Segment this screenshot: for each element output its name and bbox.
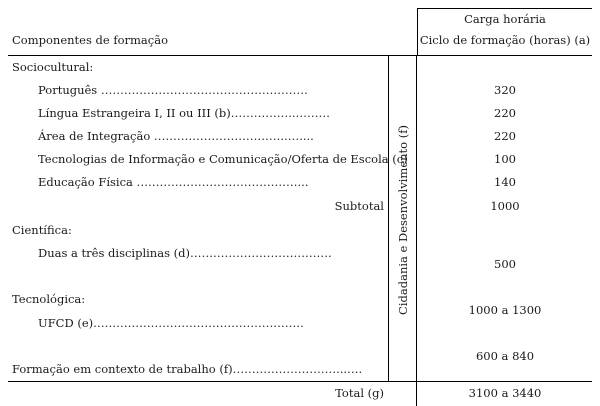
header-bottom-rule — [8, 55, 592, 56]
row-label-lingua-estrangeira: Língua Estrangeira I, II ou III (b)……………..……… — [38, 106, 331, 120]
ciclo-formacao-header: Ciclo de formação (horas) (a) — [419, 33, 591, 47]
row-label-tic: Tecnologias de Informação e Comunicação/Oferta de Escola (c) — [38, 152, 408, 166]
total-value: 3100 a 3440 — [468, 386, 542, 400]
section-title-sociocultural: Sociocultural: — [12, 60, 94, 74]
cidadania-vertical-label: Cidadania e Desenvolvimento (f) — [396, 125, 410, 315]
row-value-area-integracao: 220 — [494, 129, 516, 143]
row-label-disciplinas: Duas a três disciplinas (d)………………………………. — [38, 246, 332, 260]
subtotal-label: Subtotal — [334, 199, 384, 213]
vertical-column-left-rule — [388, 56, 389, 381]
row-value-lingua-estrangeira: 220 — [494, 106, 516, 120]
vertical-column-right-rule — [416, 56, 417, 406]
subtotal-value: 1000 — [490, 199, 520, 213]
row-value-tic: 100 — [494, 152, 516, 166]
row-label-fct: Formação em contexto de trabalho (f)………………………...…. — [12, 362, 363, 376]
row-value-disciplinas: 500 — [494, 257, 516, 271]
carga-horaria-header: Carga horária — [464, 12, 546, 26]
section-title-cientifica: Científica: — [12, 223, 72, 237]
row-value-fct: 600 a 840 — [475, 349, 535, 363]
row-label-educacao-fisica: Educação Física ……………………………………... — [38, 175, 309, 189]
total-label: Total (g) — [335, 386, 384, 400]
row-label-ufcd: UFCD (e)………………………………………………. — [38, 316, 304, 330]
row-label-area-integracao: Área de Integração ……………………………..….... — [38, 129, 314, 143]
row-value-portugues: 320 — [494, 83, 516, 97]
row-value-ufcd: 1000 a 1300 — [468, 303, 542, 317]
components-header: Componentes de formação — [12, 33, 168, 47]
total-top-rule — [8, 381, 592, 382]
section-title-tecnologica: Tecnológica: — [12, 292, 86, 306]
row-label-portugues: Português ……………………………………………… — [38, 83, 308, 97]
header-top-rule — [418, 8, 592, 9]
row-value-educacao-fisica: 140 — [494, 175, 516, 189]
